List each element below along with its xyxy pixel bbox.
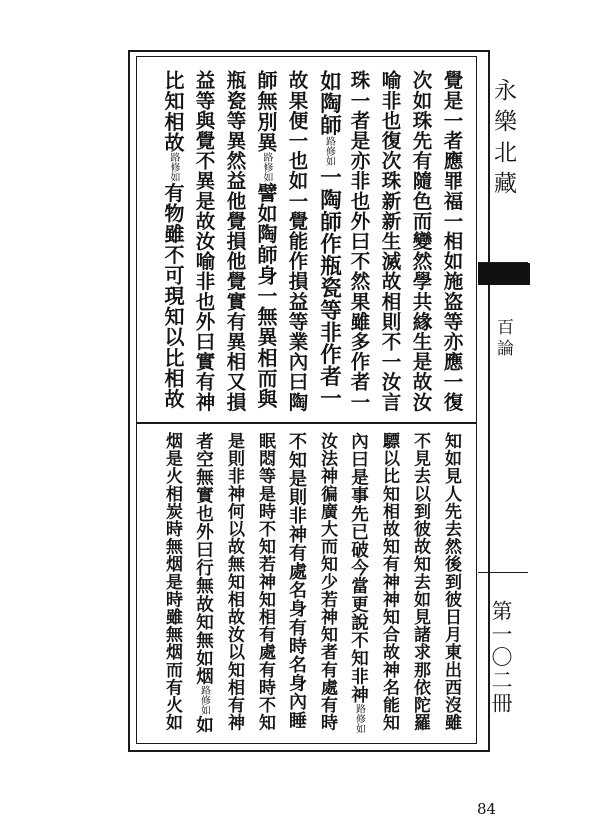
lower-column-4: 內曰是事先已破今當更說不知非神路修如 <box>348 432 369 734</box>
upper-column-6: 故果便一也如一覺能作損益等業內曰陶 <box>285 70 309 412</box>
volume-label: 第一〇二冊 <box>489 600 513 715</box>
upper-column-8: 瓶瓷等異然益他覺損他覺實有異相又損 <box>223 70 247 412</box>
upper-column-10: 比知相故路修如有物雖不可現知以比相故 <box>161 70 185 410</box>
lower-column-8: 是則非神何以故無知相故汝以知相有神 <box>224 432 244 732</box>
collection-title: 永樂北藏 <box>490 78 516 202</box>
lower-column-5: 汝法神徧廣大而知少若神知者有處有時 <box>317 432 337 732</box>
margin-black-tab <box>478 263 530 285</box>
lower-column-1: 知如見人先去然後到彼日月東出西沒雖 <box>441 432 461 732</box>
upper-column-1: 覺是一者應罪福一相如施盗等亦應一復 <box>440 70 464 412</box>
lower-column-3: 驃以比知相故知有神神知合故神名能知 <box>379 432 399 732</box>
lower-column-10: 烟是火相炭時無烟是時雖無烟而有火如 <box>162 432 182 732</box>
lower-column-9: 者空無實也外曰行無故知無如烟路修如如 <box>193 432 214 734</box>
lower-column-7: 眠悶等是時不知若神知相有處有時不知 <box>255 432 275 732</box>
upper-column-7: 師無別異路修如譬如陶師身一無異相而與 <box>254 70 278 410</box>
upper-column-3: 喻非也復次珠新新生滅故相則不一汝言 <box>378 70 402 412</box>
register-divider <box>137 422 476 424</box>
upper-column-2: 次如珠先有隨色而變然學共緣生是故汝 <box>409 70 433 412</box>
lower-column-6: 不知是則非神有處名身有時名身內睡 <box>286 432 307 730</box>
upper-column-4: 珠一者是亦非也外曰不然果雖多作者一 <box>347 70 371 412</box>
margin-rule-bottom <box>478 572 528 573</box>
section-title: 百論 <box>493 318 513 360</box>
upper-column-9: 益等與覺不異是故汝喻非也外曰實有神 <box>192 70 216 412</box>
upper-column-5: 如陶師路修如一陶師作瓶瓷等非作者一 <box>316 70 342 410</box>
page-number: 84 <box>477 800 497 818</box>
lower-column-2: 不見去以到彼故知去如見諸求那依陀羅 <box>410 432 430 732</box>
